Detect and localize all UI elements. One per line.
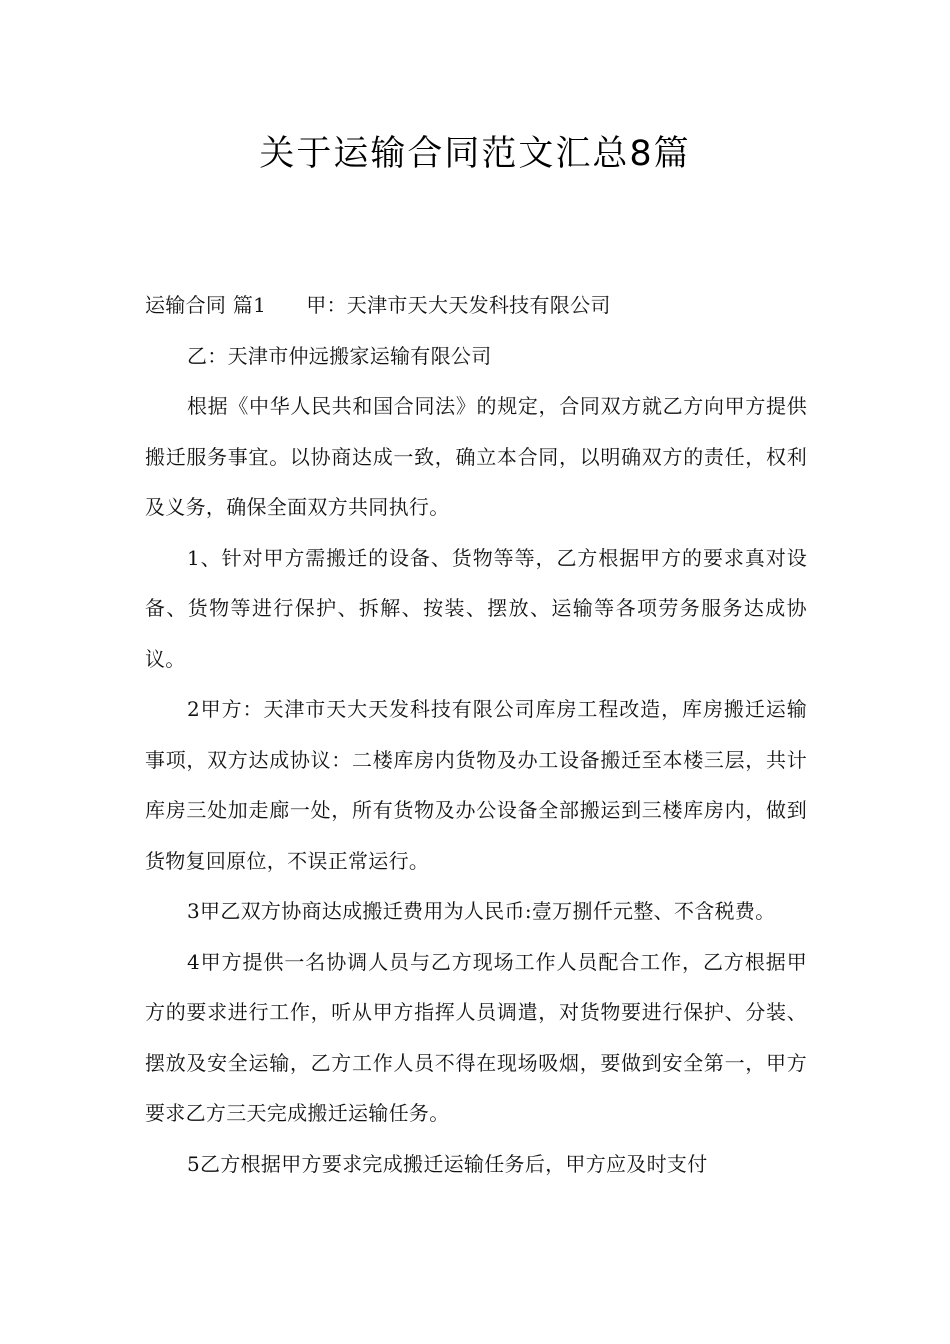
contract-heading-line bbox=[145, 280, 807, 331]
paragraph: 3甲乙双方协商达成搬迁费用为人民币:壹万捌仟元整、不含税费。 bbox=[187, 899, 776, 923]
paragraph: 根据《中华人民共和国合同法》的规定，合同双方就乙方向甲方提供搬迁服务事宜。以协商达成一致，确立本合同，以明确双方的责任，权利及义务，确保全面双方共同执行。 bbox=[145, 394, 807, 519]
paragraph: 4甲方提供一名协调人员与乙方现场工作人员配合工作，乙方根据甲方的要求进行工作，听从甲方指挥人员调遣，对货物要进行保护、分装、摆放及安全运输，乙方工作人员不得在现场吸烟，要做到安全第一，甲方要求乙方三天完成搬迁运输任务。 bbox=[145, 949, 807, 1125]
party-b: 乙：天津市仲远搬家运输有限公司 bbox=[187, 343, 492, 368]
document-title: 关于运输合同范文汇总8篇 bbox=[259, 134, 691, 174]
paragraph: 1、针对甲方需搬迁的设备、货物等等，乙方根据甲方的要求真对设备、货物等进行保护、拆解、按装、摆放、运输等各项劳务服务达成协议。 bbox=[145, 545, 807, 671]
document-body bbox=[145, 280, 807, 1189]
paragraph: 2甲方：天津市天大天发科技有限公司库房工程改造，库房搬迁运输事项，双方达成协议：二楼库房内货物及办工设备搬迁至本楼三层，共计库房三处加走廊一处，所有货物及办公设备全部搬运到三楼库房内，做到货物复回原位，不误正常运行。 bbox=[145, 697, 807, 873]
section-heading: 运输合同 篇1 bbox=[145, 293, 267, 317]
party-a: 甲：天津市天大天发科技有限公司 bbox=[306, 293, 611, 317]
paragraph: 5乙方根据甲方要求完成搬迁运输任务后，甲方应及时支付 bbox=[187, 1151, 708, 1176]
